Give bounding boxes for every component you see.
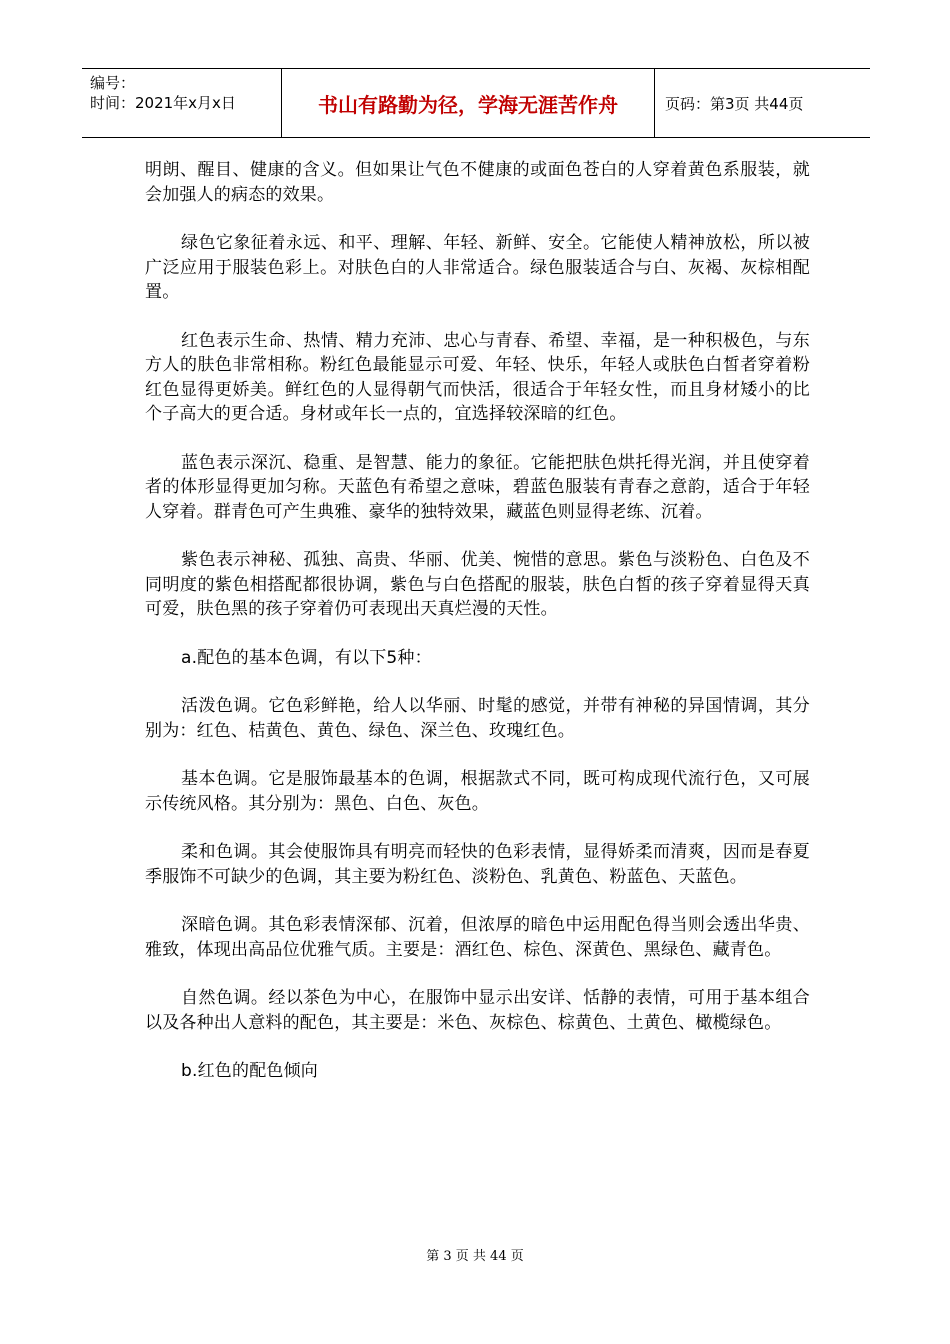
document-number-label: 编号：	[90, 74, 136, 92]
page-footer: 第 3 页 共 44 页	[426, 1249, 524, 1264]
section-heading: b.红色的配色倾向	[181, 1061, 318, 1081]
paragraph: 基本色调。它是服饰最基本的色调，根据款式不同，既可构成现代流行色，又可展示传统风格。其分别为：黑色、白色、灰色。	[145, 769, 810, 814]
page-header	[82, 68, 870, 138]
paragraph: 红色表示生命、热情、精力充沛、忠心与青春、希望、幸福，是一种积极色，与东方人的肤色非常相称。粉红色最能显示可爱、年轻、快乐，年轻人或肤色白皙者穿着粉红色显得更娇美。鲜红色的人显得朝气而快活，很适合于年轻女性，而且身材矮小的比个子高大的更合适。身材或年长一点的，宜选择较深暗的红色。	[145, 330, 810, 424]
document-date: 时间：2021年x月x日	[90, 94, 236, 112]
paragraph: 绿色它象征着永远、和平、理解、年轻、新鲜、安全。它能使人精神放松，所以被广泛应用于服装色彩上。对肤色白的人非常适合。绿色服装适合与白、灰褐、灰棕相配置。	[145, 233, 810, 302]
section-heading: a.配色的基本色调，有以下5种：	[181, 647, 432, 668]
document-body	[145, 158, 810, 1108]
paragraph: 柔和色调。其会使服饰具有明亮而轻快的色彩表情，显得娇柔而清爽，因而是春夏季服饰不可缺少的色调，其主要为粉红色、淡粉色、乳黄色、粉蓝色、天蓝色。	[145, 842, 810, 887]
paragraph: 紫色表示神秘、孤独、高贵、华丽、优美、惋惜的意思。紫色与淡粉色、白色及不同明度的紫色相搭配都很协调，紫色与白色搭配的服装，肤色白皙的孩子穿着显得天真可爱，肤色黑的孩子穿着仍可表现出天真烂漫的天性。	[145, 550, 810, 619]
header-meta	[82, 69, 282, 137]
paragraph: 活泼色调。它色彩鲜艳，给人以华丽、时髦的感觉，并带有神秘的异国情调，其分别为：红色、桔黄色、黄色、绿色、深兰色、玫瑰红色。	[145, 696, 810, 741]
paragraph: 自然色调。经以茶色为中心，在服饰中显示出安详、恬静的表情，可用于基本组合以及各种出人意料的配色，其主要是：米色、灰棕色、棕黄色、土黄色、橄榄绿色。	[145, 988, 810, 1033]
paragraph: 深暗色调。其色彩表情深郁、沉着，但浓厚的暗色中运用配色得当则会透出华贵、雅致，体现出高品位优雅气质。主要是：酒红色、棕色、深黄色、黑绿色、藏青色。	[145, 915, 810, 960]
header-motto: 书山有路勤为径，学海无涯苦作舟	[282, 69, 655, 137]
header-page-info: 页码：第3页 共44页	[665, 94, 804, 113]
paragraph: 明朗、醒目、健康的含义。但如果让气色不健康的或面色苍白的人穿着黄色系服装，就会加强人的病态的效果。	[145, 160, 810, 205]
paragraph: 蓝色表示深沉、稳重、是智慧、能力的象征。它能把肤色烘托得光润，并且使穿着者的体形显得更加匀称。天蓝色有希望之意味，碧蓝色服装有青春之意韵，适合于年轻人穿着。群青色可产生典雅、豪华的独特效果，藏蓝色则显得老练、沉着。	[145, 452, 810, 522]
